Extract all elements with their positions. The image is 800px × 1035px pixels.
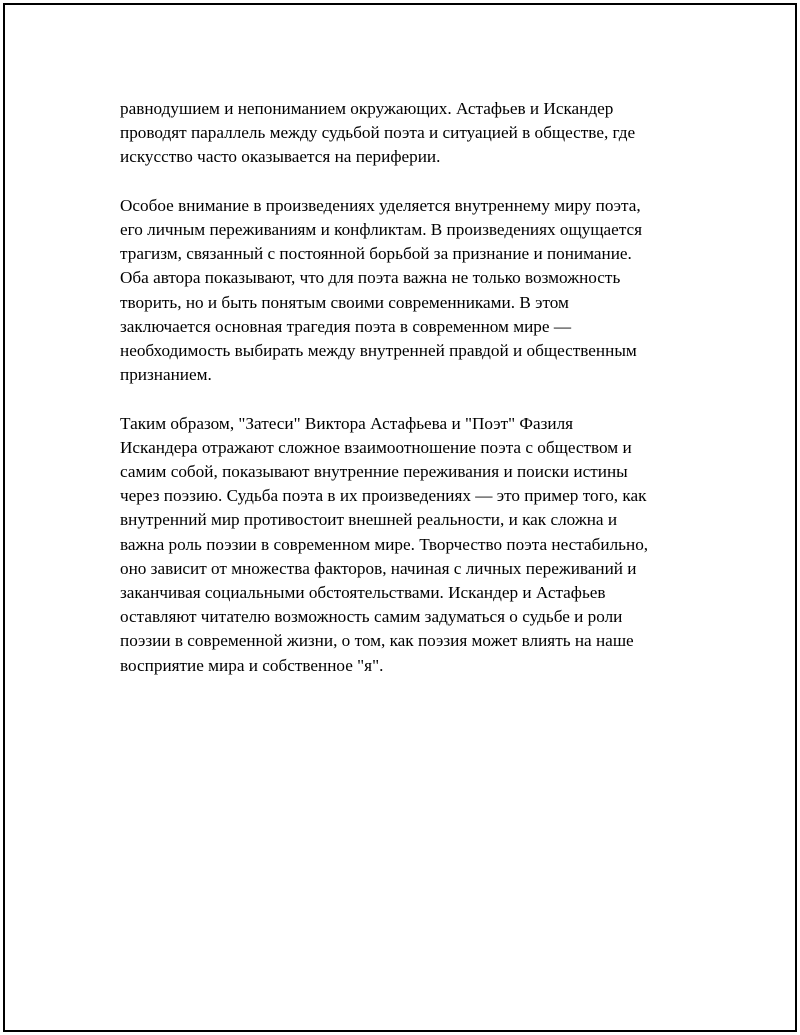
- text-line: Таким образом, "Затеси" Виктора Астафьева и "Поэт" Фазиля: [120, 413, 574, 433]
- text-line: внутренний мир противостоит внешней реальности, и как сложна и: [120, 510, 618, 530]
- text-line: искусство часто оказывается на периферии.: [120, 147, 441, 167]
- text-line: творить, но и быть понятым своими современниками. В этом: [120, 292, 569, 312]
- text-line: проводят параллель между судьбой поэта и ситуацией в обществе, где: [120, 123, 636, 143]
- text-line: восприятие мира и собственное "я".: [120, 655, 384, 675]
- text-line: через поэзию. Судьба поэта в их произведениях — это пример того, как: [120, 486, 647, 506]
- document-page: [3, 3, 797, 1032]
- document-body: [120, 97, 695, 702]
- paragraph-3: [120, 412, 695, 678]
- text-line: Особое внимание в произведениях уделяется внутреннему миру поэта,: [120, 195, 641, 215]
- text-line: необходимость выбирать между внутренней правдой и общественным: [120, 341, 637, 361]
- text-line: поэзии в современной жизни, о том, как поэзия может влиять на наше: [120, 631, 634, 651]
- text-line: Оба автора показывают, что для поэта важна не только возможность: [120, 268, 621, 288]
- text-line: заключается основная трагедия поэта в современном мире —: [120, 316, 572, 336]
- text-line: его личным переживаниям и конфликтам. В произведениях ощущается: [120, 220, 643, 239]
- text-line: Искандера отражают сложное взаимоотношение поэта с обществом и: [120, 437, 632, 457]
- text-line: трагизм, связанный с постоянной борьбой за признание и понимание.: [120, 244, 632, 264]
- text-line: оставляют читателю возможность самим задуматься о судьбе и роли: [120, 607, 623, 627]
- text-line: признанием.: [120, 365, 212, 385]
- paragraph-2: [120, 194, 695, 388]
- text-line: заканчивая социальными обстоятельствами. Искандер и Астафьев: [120, 583, 606, 603]
- text-line: самим собой, показывают внутренние переживания и поиски истины: [120, 462, 628, 482]
- text-line: важна роль поэзии в современном мире. Творчество поэта нестабильно,: [120, 534, 649, 554]
- paragraph-1: [120, 97, 695, 170]
- text-line: равнодушием и непониманием окружающих. Астафьев и Искандер: [120, 99, 614, 118]
- text-line: оно зависит от множества факторов, начиная с личных переживаний и: [120, 558, 637, 578]
